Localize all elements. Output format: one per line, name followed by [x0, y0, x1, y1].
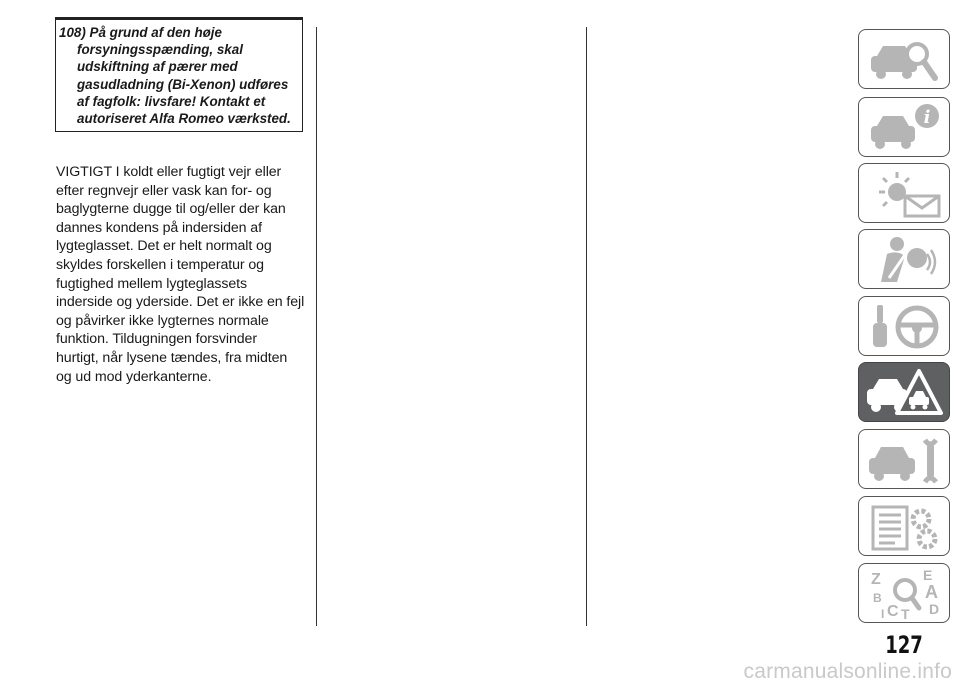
warning-line: 108) På grund af den høje — [59, 25, 222, 40]
svg-text:i: i — [923, 107, 931, 128]
body-line: dannes kondens på indersiden af — [56, 219, 262, 236]
key-steering-wheel-icon — [867, 301, 943, 353]
warning-line: udskiftning af pærer med — [77, 59, 238, 75]
alphabet-index-icon — [867, 568, 943, 620]
tab-safety[interactable] — [858, 229, 950, 289]
warning-line: autoriseret Alfa Romeo værksted. — [77, 111, 291, 127]
column-divider — [316, 27, 317, 626]
watermark: carmanualsonline.info — [743, 660, 952, 683]
car-wrench-icon — [867, 434, 943, 486]
index-letter: Z — [871, 571, 881, 588]
body-line: baglygterne dugge til og/eller der kan — [56, 201, 286, 218]
index-letter: D — [929, 601, 940, 617]
warning-number: 108) — [59, 25, 86, 40]
warning-line: af fagfolk: livsfare! Kontakt et — [77, 93, 266, 109]
body-line: fugtighed mellem lygteglassets — [56, 275, 247, 292]
body-paragraph — [56, 163, 314, 386]
index-letter: A — [925, 582, 938, 602]
index-letter: B — [873, 591, 882, 605]
body-line: VIGTIGT I koldt eller fugtigt vejr eller — [56, 164, 282, 180]
body-line: funktion. Tildugningen forsvinder — [56, 331, 257, 348]
warning-line: forsyningsspænding, skal — [77, 42, 243, 58]
body-line: hurtigt, når lysene tændes, fra midten — [56, 349, 288, 366]
warning-box — [55, 17, 303, 132]
body-line: efter regnvejr eller vask kan for- og — [56, 182, 272, 199]
tab-car-info[interactable] — [858, 97, 950, 157]
airbag-safety-icon — [867, 234, 943, 286]
page-number: 127 — [885, 631, 923, 659]
body-line: og påvirker ikke lygternes normale — [56, 312, 269, 329]
index-letter: I — [881, 607, 885, 620]
index-letter: C — [887, 603, 899, 620]
tab-maintenance[interactable] — [858, 429, 950, 489]
column-divider — [586, 27, 587, 626]
body-line: inderside og yderside. Det er ikke en fejl — [56, 294, 305, 311]
index-letter: T — [901, 606, 910, 620]
tab-index[interactable] — [858, 563, 950, 623]
index-letter: E — [923, 568, 933, 583]
tab-emergency[interactable] — [858, 362, 950, 422]
body-line: lygteglasset. Det er helt normalt og — [56, 238, 272, 255]
data-gear-icon — [867, 501, 943, 553]
tab-technical-data[interactable] — [858, 496, 950, 556]
car-emergency-triangle-icon — [867, 367, 943, 419]
tab-starting-driving[interactable] — [858, 296, 950, 356]
car-search-icon — [867, 34, 943, 86]
body-line: og ud mod yderkanterne. — [56, 368, 212, 385]
car-info-icon — [867, 102, 943, 154]
warning-lights-mail-icon — [867, 168, 943, 220]
tab-warning-lights[interactable] — [858, 163, 950, 223]
body-line: skyldes forskellen i temperatur og — [56, 256, 264, 273]
tab-car-search[interactable] — [858, 29, 950, 89]
warning-line: gasudladning (Bi-Xenon) udføres — [77, 76, 289, 92]
